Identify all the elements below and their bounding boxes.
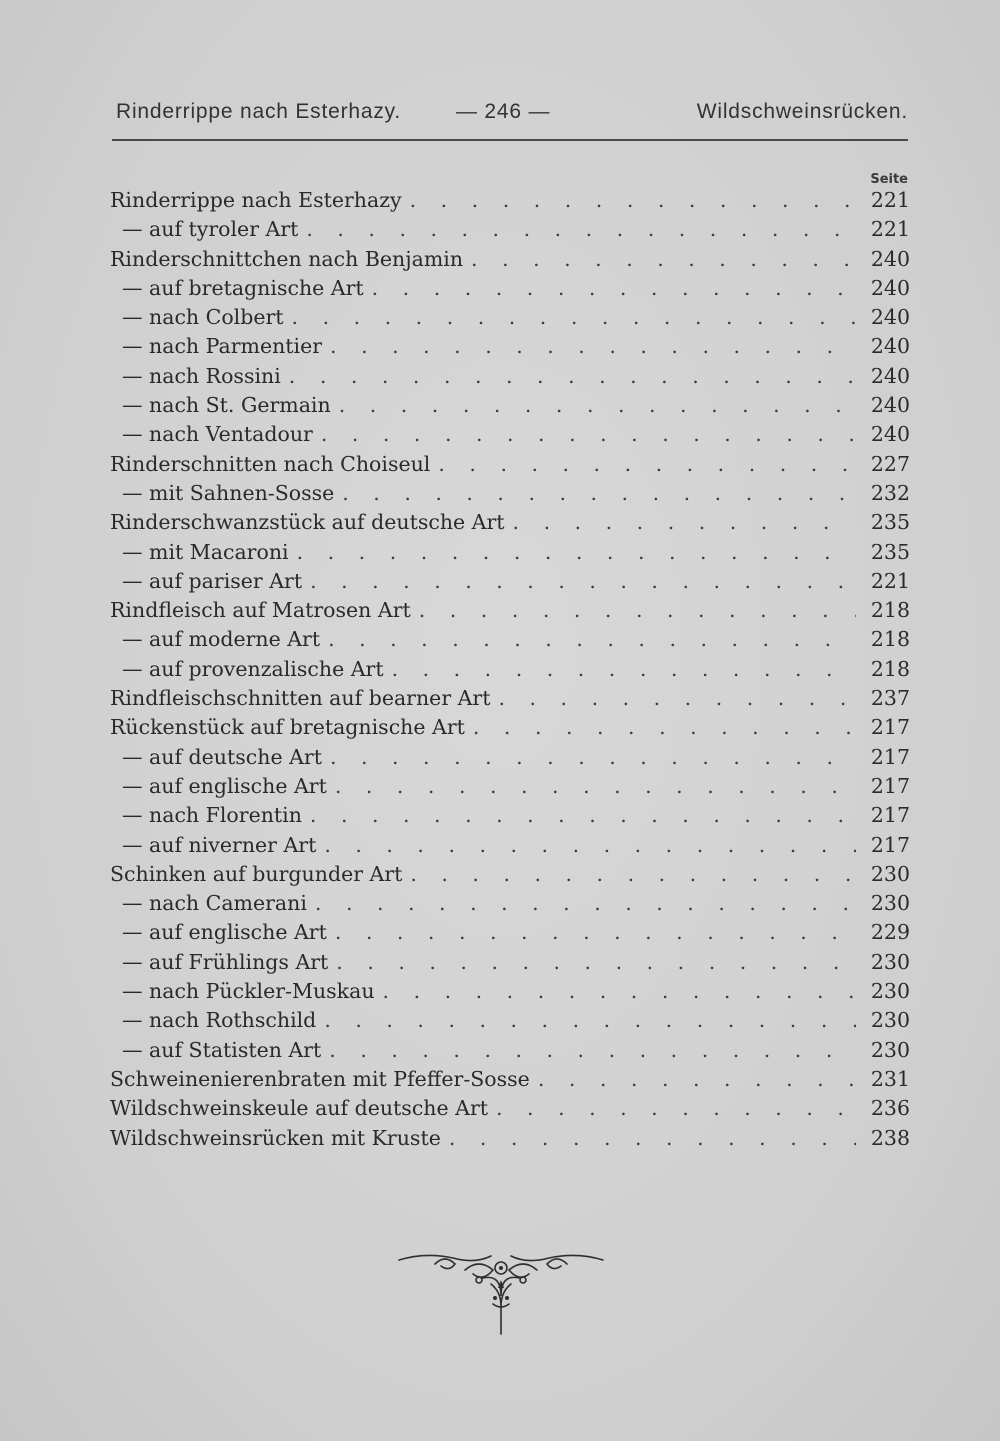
dot-leader bbox=[513, 508, 856, 537]
index-entry bbox=[110, 245, 910, 274]
dot-leader bbox=[410, 186, 856, 215]
entry-title: Rückenstück auf bretagnische Art bbox=[110, 715, 465, 740]
entry-title: Schweinenierenbraten mit Pfeffer-Sosse bbox=[110, 1066, 530, 1091]
index-entry bbox=[110, 332, 910, 361]
index-entry bbox=[110, 625, 910, 654]
entry-title: Wildschweinskeule auf deutsche Art bbox=[110, 1096, 488, 1121]
entry-page-number: 218 bbox=[870, 598, 910, 623]
entry-page-number: 238 bbox=[870, 1125, 910, 1150]
entry-page-number: 240 bbox=[870, 363, 910, 388]
entry-page-number: 240 bbox=[870, 275, 910, 300]
entry-title: Wildschweinsrücken mit Kruste bbox=[110, 1125, 441, 1150]
dot-leader bbox=[324, 831, 856, 860]
entry-page-number: 230 bbox=[870, 1008, 910, 1033]
entry-title: Rindfleischschnitten auf bearner Art bbox=[110, 686, 491, 711]
entry-title: — auf provenzalische Art bbox=[122, 656, 384, 681]
entry-title: — nach St. Germain bbox=[122, 393, 331, 418]
entry-title: — nach Camerani bbox=[122, 891, 307, 916]
dot-leader bbox=[330, 332, 856, 361]
index-entry bbox=[110, 450, 910, 479]
vignette-ornament-icon bbox=[395, 1248, 607, 1338]
index-entry bbox=[110, 1006, 910, 1035]
dot-leader bbox=[306, 215, 856, 244]
entry-title: Schinken auf burgunder Art bbox=[110, 861, 403, 886]
entry-title: — mit Macaroni bbox=[122, 539, 289, 564]
entry-title: — auf pariser Art bbox=[122, 568, 303, 593]
entry-title: — nach Parmentier bbox=[122, 334, 323, 359]
index-entry bbox=[110, 831, 910, 860]
index-entry bbox=[110, 596, 910, 625]
dot-leader bbox=[339, 391, 856, 420]
entry-page-number: 227 bbox=[870, 451, 910, 476]
entry-page-number: 230 bbox=[870, 891, 910, 916]
entry-title: Rinderrippe nach Esterhazy bbox=[110, 188, 402, 212]
dot-leader bbox=[329, 1036, 856, 1065]
entry-title: — auf bretagnische Art bbox=[122, 275, 364, 300]
dot-leader bbox=[496, 1094, 856, 1123]
dot-leader bbox=[471, 245, 856, 274]
dot-leader bbox=[335, 918, 856, 947]
dot-leader bbox=[335, 772, 856, 801]
entry-title: — nach Colbert bbox=[122, 305, 284, 330]
entry-title: — nach Ventadour bbox=[122, 422, 313, 447]
entry-title: — auf moderne Art bbox=[122, 627, 321, 652]
dot-leader bbox=[330, 743, 856, 772]
entry-title: — auf niverner Art bbox=[122, 832, 317, 857]
entry-page-number: 232 bbox=[870, 480, 910, 505]
entry-title: — nach Pückler-Muskau bbox=[122, 979, 375, 1004]
entry-title: — auf englische Art bbox=[122, 773, 327, 798]
index-entry bbox=[110, 274, 910, 303]
running-header bbox=[116, 100, 908, 134]
dot-leader bbox=[336, 948, 856, 977]
entry-page-number: 240 bbox=[870, 305, 910, 330]
entry-page-number: 235 bbox=[870, 510, 910, 535]
index-entry bbox=[110, 772, 910, 801]
dot-leader bbox=[324, 1006, 856, 1035]
entry-title: Rinderschnitten nach Choiseul bbox=[110, 451, 431, 476]
entry-page-number: 217 bbox=[870, 803, 910, 828]
dot-leader bbox=[315, 889, 856, 918]
index-entry bbox=[110, 743, 910, 772]
index-entry bbox=[110, 801, 910, 830]
entry-page-number: 236 bbox=[870, 1096, 910, 1121]
header-left: Rinderrippe nach Esterhazy. bbox=[116, 100, 402, 123]
entry-title: — auf deutsche Art bbox=[122, 744, 322, 769]
index-entry bbox=[110, 889, 910, 918]
dot-leader bbox=[473, 713, 856, 742]
dot-leader bbox=[289, 362, 856, 391]
entry-page-number: 230 bbox=[870, 1037, 910, 1062]
entry-page-number: 217 bbox=[870, 832, 910, 857]
index-entry bbox=[110, 1094, 910, 1123]
index-entry bbox=[110, 1065, 910, 1094]
index-entry bbox=[110, 303, 910, 332]
header-rule bbox=[112, 139, 908, 141]
entry-title: — auf tyroler Art bbox=[122, 217, 299, 242]
dot-leader bbox=[410, 860, 856, 889]
entry-page-number: 235 bbox=[870, 539, 910, 564]
entry-title: Rindfleisch auf Matrosen Art bbox=[110, 598, 411, 623]
index-entry bbox=[110, 479, 910, 508]
index-entry bbox=[110, 508, 910, 537]
dot-leader bbox=[321, 420, 856, 449]
dot-leader bbox=[342, 479, 856, 508]
entry-title: — nach Florentin bbox=[122, 803, 302, 828]
dot-leader bbox=[310, 801, 856, 830]
entry-page-number: 217 bbox=[870, 773, 910, 798]
entry-page-number: 217 bbox=[870, 744, 910, 769]
index-entry bbox=[110, 655, 910, 684]
index-entry bbox=[110, 420, 910, 449]
entry-page-number: 230 bbox=[870, 949, 910, 974]
dot-leader bbox=[438, 450, 856, 479]
page-column-label: Seite bbox=[870, 172, 908, 187]
dot-leader bbox=[392, 655, 856, 684]
entry-page-number: 229 bbox=[870, 920, 910, 945]
index-entry bbox=[110, 977, 910, 1006]
entry-page-number: 240 bbox=[870, 422, 910, 447]
index-entry bbox=[110, 713, 910, 742]
entry-page-number: 221 bbox=[870, 568, 910, 593]
entry-title: — nach Rothschild bbox=[122, 1008, 317, 1033]
entry-title: Rinderschnittchen nach Benjamin bbox=[110, 246, 464, 271]
entry-page-number: 230 bbox=[870, 979, 910, 1004]
dot-leader bbox=[498, 684, 856, 713]
entry-title: — auf englische Art bbox=[122, 920, 327, 945]
dot-leader bbox=[538, 1065, 856, 1094]
index-entry bbox=[110, 1036, 910, 1065]
index-entry bbox=[110, 567, 910, 596]
entry-page-number: 240 bbox=[870, 393, 910, 418]
entry-title: Rinderschwanzstück auf deutsche Art bbox=[110, 510, 505, 535]
entry-page-number: 218 bbox=[870, 656, 910, 681]
index-entry bbox=[110, 391, 910, 420]
entry-page-number: 217 bbox=[870, 715, 910, 740]
header-right: Wildschweinsrücken. bbox=[696, 100, 908, 123]
index-entry bbox=[110, 1124, 910, 1153]
entry-page-number: 230 bbox=[870, 861, 910, 886]
entry-title: — auf Statisten Art bbox=[122, 1037, 322, 1062]
index-entry bbox=[110, 538, 910, 567]
index-entry bbox=[110, 918, 910, 947]
dot-leader bbox=[310, 567, 856, 596]
entry-page-number: 240 bbox=[870, 246, 910, 271]
dot-leader bbox=[449, 1124, 856, 1153]
entry-title: — mit Sahnen-Sosse bbox=[122, 480, 335, 505]
dot-leader bbox=[419, 596, 856, 625]
entry-page-number: 240 bbox=[870, 334, 910, 359]
dot-leader bbox=[292, 303, 856, 332]
dot-leader bbox=[372, 274, 856, 303]
dot-leader bbox=[297, 538, 856, 567]
entry-title: — auf Frühlings Art bbox=[122, 949, 329, 974]
index-entry bbox=[110, 362, 910, 391]
index-entry bbox=[110, 186, 910, 215]
entry-page-number: 218 bbox=[870, 627, 910, 652]
index-entries bbox=[110, 186, 910, 1153]
entry-page-number: 237 bbox=[870, 686, 910, 711]
entry-page-number: 221 bbox=[870, 217, 910, 242]
entry-title: — nach Rossini bbox=[122, 363, 281, 388]
index-entry bbox=[110, 948, 910, 977]
index-entry bbox=[110, 215, 910, 244]
index-entry bbox=[110, 684, 910, 713]
page-number-header: — 246 — bbox=[456, 100, 551, 123]
dot-leader bbox=[328, 625, 856, 654]
entry-page-number: 231 bbox=[870, 1066, 910, 1091]
entry-page-number: 221 bbox=[870, 188, 910, 212]
dot-leader bbox=[383, 977, 856, 1006]
index-entry bbox=[110, 860, 910, 889]
